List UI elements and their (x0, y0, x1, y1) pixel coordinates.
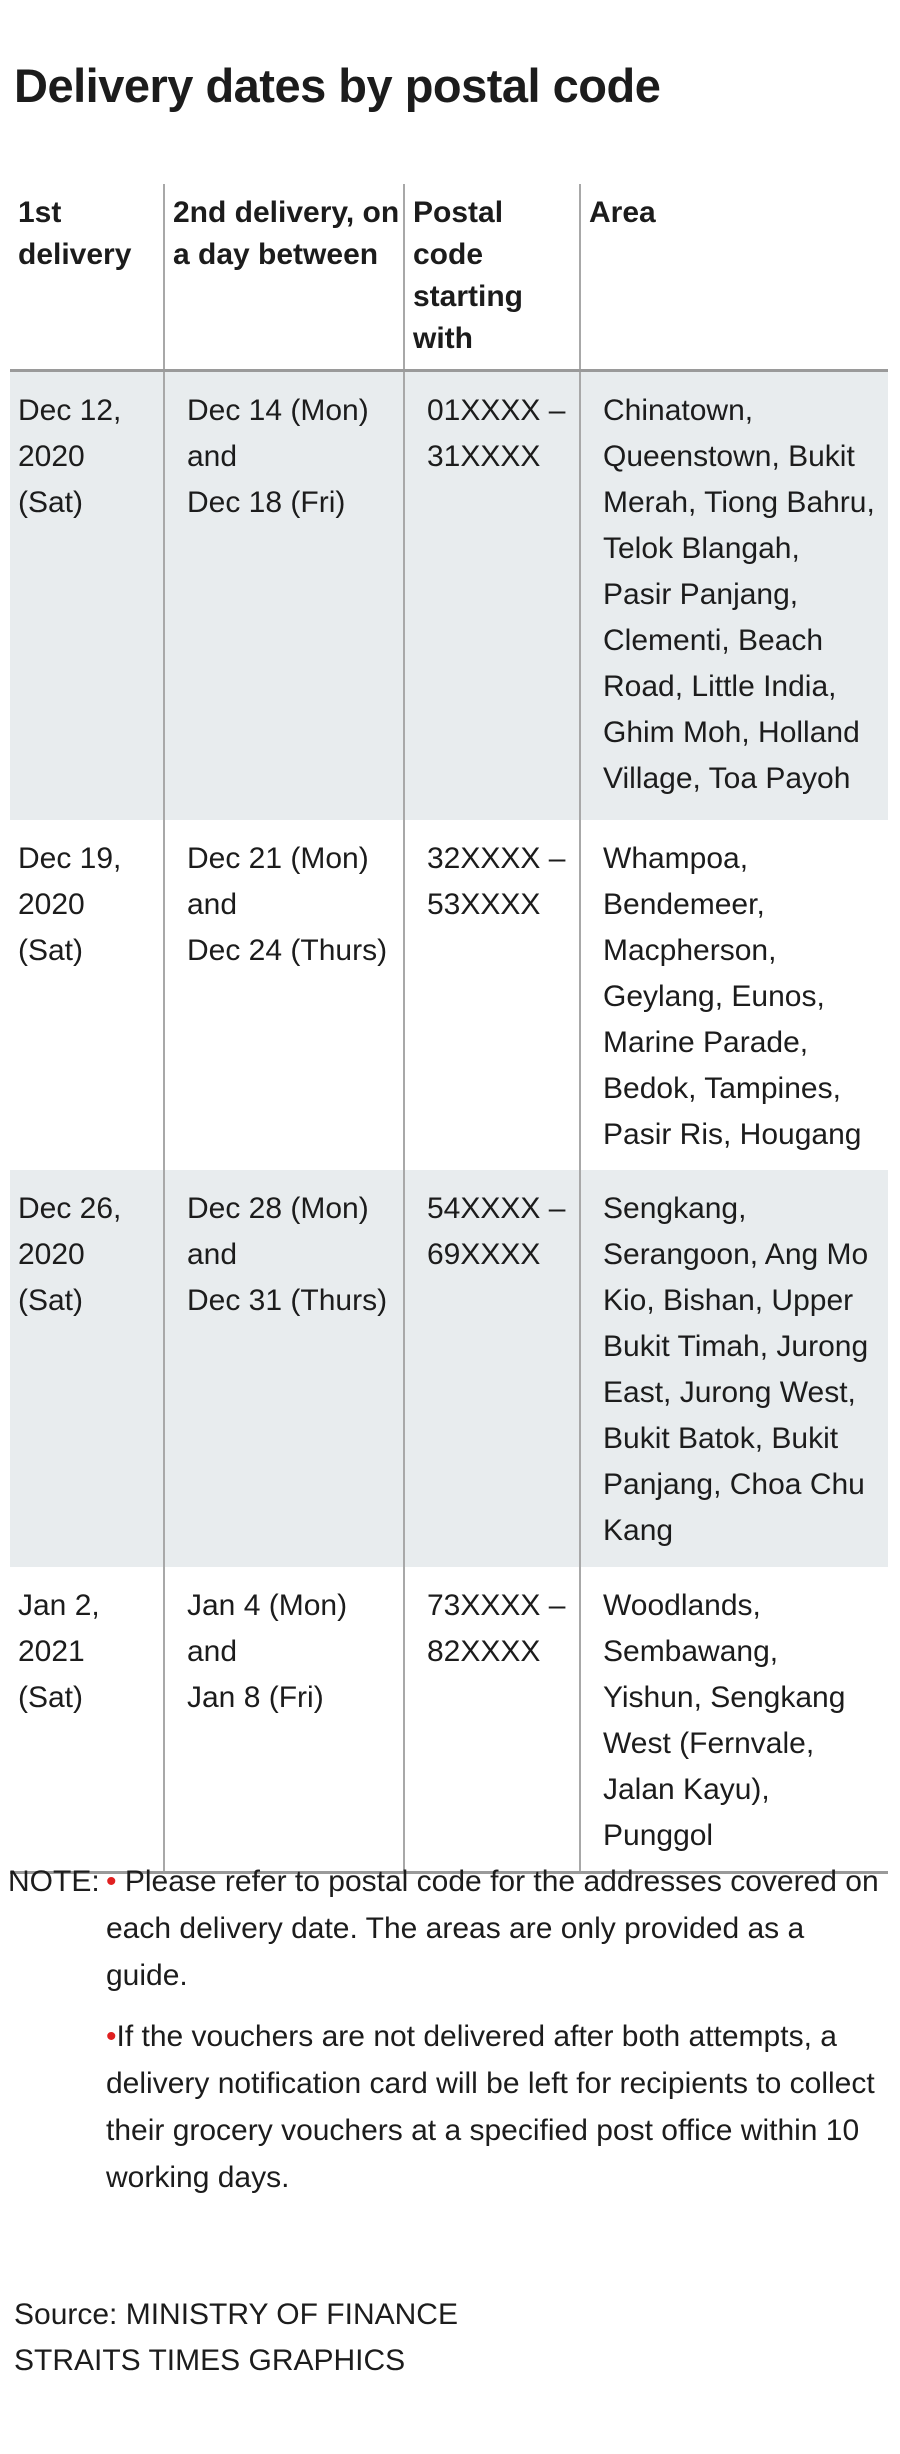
postal-code-to: 31XXXX (427, 439, 541, 473)
second-delivery-start: Dec 21 (Mon) (187, 842, 369, 875)
second-delivery-start: Jan 4 (Mon) (187, 1589, 348, 1622)
area-cell: Woodlands, Sembawang, Yishun, Sengkang West (Fernvale, Jalan Kayu), Punggol (580, 1567, 888, 1873)
second-delivery-cell (164, 370, 404, 820)
first-delivery-cell: Dec 19, 2020 (Sat) (18, 842, 122, 967)
area-cell: Chinatown, Queenstown, Bukit Merah, Tiong Bahru, Telok Blangah, Pasir Panjang, Clementi, Beach Road, Little India, Ghim Moh, Holland Village, Toa Payoh (580, 370, 888, 820)
second-delivery-and: and (187, 888, 238, 921)
note-item-text: If the vouchers are not delivered after both attempts, a delivery notification card will be left for recipients to collect their grocery vouchers at a specified post office within 10 working days. (106, 2020, 875, 2194)
first-delivery-cell: Dec 12, 2020 (Sat) (10, 370, 164, 820)
postal-code-to: 69XXXX (427, 1238, 541, 1271)
postal-code-to: 53XXXX (427, 888, 541, 921)
second-delivery-cell (164, 1170, 404, 1567)
red-bullet-icon: • (106, 1865, 117, 1898)
note-section (8, 1858, 888, 2215)
second-delivery-start: Dec 14 (Mon) (187, 393, 369, 427)
second-delivery-and: and (187, 1635, 238, 1668)
source-line: Source: MINISTRY OF FINANCE (14, 2298, 458, 2331)
table-row (10, 370, 888, 820)
header-first-delivery: 1st delivery (10, 184, 164, 370)
postal-code-from: 54XXXX – (427, 1192, 566, 1225)
postal-code-from: 01XXXX – (427, 393, 566, 427)
red-bullet-icon: • (106, 2020, 117, 2053)
note-item (106, 1858, 888, 1999)
postal-code-cell (404, 1170, 580, 1567)
area-cell: Whampoa, Bendemeer, Macpherson, Geylang, Eunos, Marine Parade, Bedok, Tampines, Pasir Ris, Hougang (580, 820, 888, 1170)
postal-code-cell (404, 1567, 580, 1873)
note-item-text: Please refer to postal code for the addresses covered on each delivery date. The areas are only provided as a guide. (106, 1865, 879, 1992)
postal-code-cell (404, 370, 580, 820)
table-row (10, 820, 888, 1170)
second-delivery-end: Dec 24 (Thurs) (187, 934, 388, 967)
second-delivery-end: Jan 8 (Fri) (187, 1681, 324, 1714)
second-delivery-end: Dec 31 (Thurs) (187, 1284, 388, 1317)
second-delivery-start: Dec 28 (Mon) (187, 1192, 369, 1225)
second-delivery-end: Dec 18 (Fri) (187, 485, 346, 519)
table-row (10, 1567, 888, 1873)
second-delivery-and: and (187, 439, 238, 473)
postal-code-to: 82XXXX (427, 1635, 541, 1668)
table-row (10, 1170, 888, 1567)
postal-code-from: 32XXXX – (427, 842, 566, 875)
postal-code-cell (404, 820, 580, 1170)
postal-code-from: 73XXXX – (427, 1589, 566, 1622)
delivery-schedule-table (10, 184, 888, 1874)
header-postal-code: Postal code starting with (404, 184, 580, 370)
chart-title: Delivery dates by postal code (14, 59, 661, 112)
second-delivery-cell (164, 1567, 404, 1873)
area-cell: Sengkang, Serangoon, Ang Mo Kio, Bishan, Upper Bukit Timah, Jurong East, Jurong West, Bukit Batok, Bukit Panjang, Choa Chu Kang (580, 1170, 888, 1567)
second-delivery-and: and (187, 1238, 238, 1271)
header-second-delivery: 2nd delivery, on a day between (164, 184, 404, 370)
table-header-row (10, 184, 888, 370)
second-delivery-cell (164, 820, 404, 1170)
first-delivery-cell: Jan 2, 2021 (Sat) (10, 1567, 164, 1873)
source-credit (14, 2292, 458, 2384)
note-item (106, 2013, 888, 2201)
note-label: NOTE: (8, 1865, 100, 1898)
first-delivery-cell: Dec 26, 2020 (Sat) (10, 1170, 164, 1567)
header-area: Area (580, 184, 888, 370)
credit-line: STRAITS TIMES GRAPHICS (14, 2344, 406, 2377)
